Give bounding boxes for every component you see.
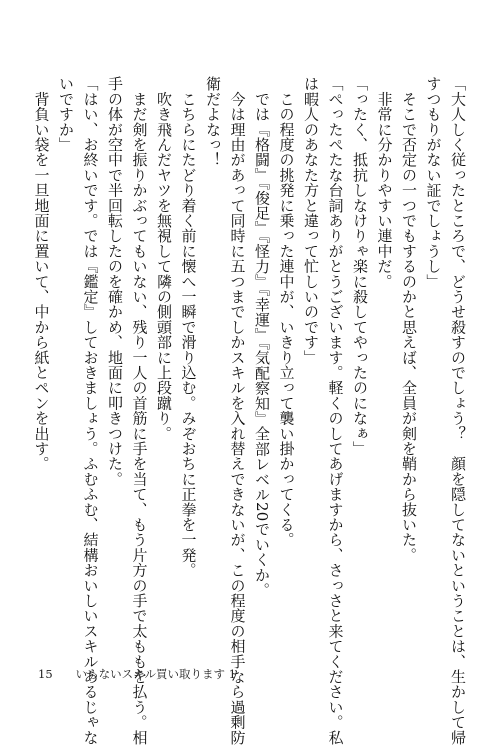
text-line: 「大人しく従ったところで、どうせ殺すのでしょう？ 顔を隠してないということは、生かして帰: [449, 76, 467, 745]
text-line: 背負い袋を一旦地面に置いて、中から紙とペンを出す。: [32, 76, 51, 472]
book-title: いらないスキル買い取ります 1: [75, 667, 237, 681]
text-line: 「はい、お終いです。では『鑑定』しておきましょう。ふむふむ、結構おいしいスキルあるじゃな: [81, 76, 100, 745]
text-line: いですか」: [57, 76, 75, 152]
text-line: こちらにたどり着く前に懐へ一瞬で滑り込む。みぞおちに正拳を一発。: [179, 76, 198, 578]
text-line: は暇人のあなた方と違って忙しいのです」: [302, 76, 320, 365]
text-line: 衛だよなっ！: [204, 76, 222, 168]
text-line: 「ぺったぺたな台詞ありがとうございます。軽くのしてあげますから、さっさと来てください。私: [326, 76, 345, 745]
text-line: 「ったく、抵抗しなけりゃ楽に殺してやったのになぁ」: [351, 76, 369, 456]
page-number: 15: [38, 667, 53, 681]
text-line: まだ剣を振りかぶってもいない、残り一人の首筋に手を当て、もう片方の手で太ももを払う。相: [130, 76, 149, 745]
text-line: では『格闘』『俊足』『怪力』『幸運』『気配察知』全部レベル20でいくか。: [253, 76, 271, 598]
text-line: そこで否定の一つでもするのかと思えば、全員が剣を鞘から抜いた。: [400, 76, 418, 563]
text-line: すつもりがない証でしょうし」: [424, 76, 443, 289]
text-line: 今は理由があって同時に五つまでしかスキルを入れ替えできないが、この程度の相手なら過剰防: [228, 76, 247, 745]
text-line: 非常に分かりやすい連中だ。: [375, 76, 394, 289]
text-line: 手の体が空中で半回転したのを確かめ、地面に叩きつけた。: [106, 76, 124, 487]
text-line: この程度の挑発に乗った連中が、いきり立って襲い掛かってくる。: [277, 76, 296, 548]
text-line: 吹き飛んだヤツを無視して隣の側頭部に上段蹴り。: [155, 76, 173, 441]
page-footer: [38, 666, 236, 682]
